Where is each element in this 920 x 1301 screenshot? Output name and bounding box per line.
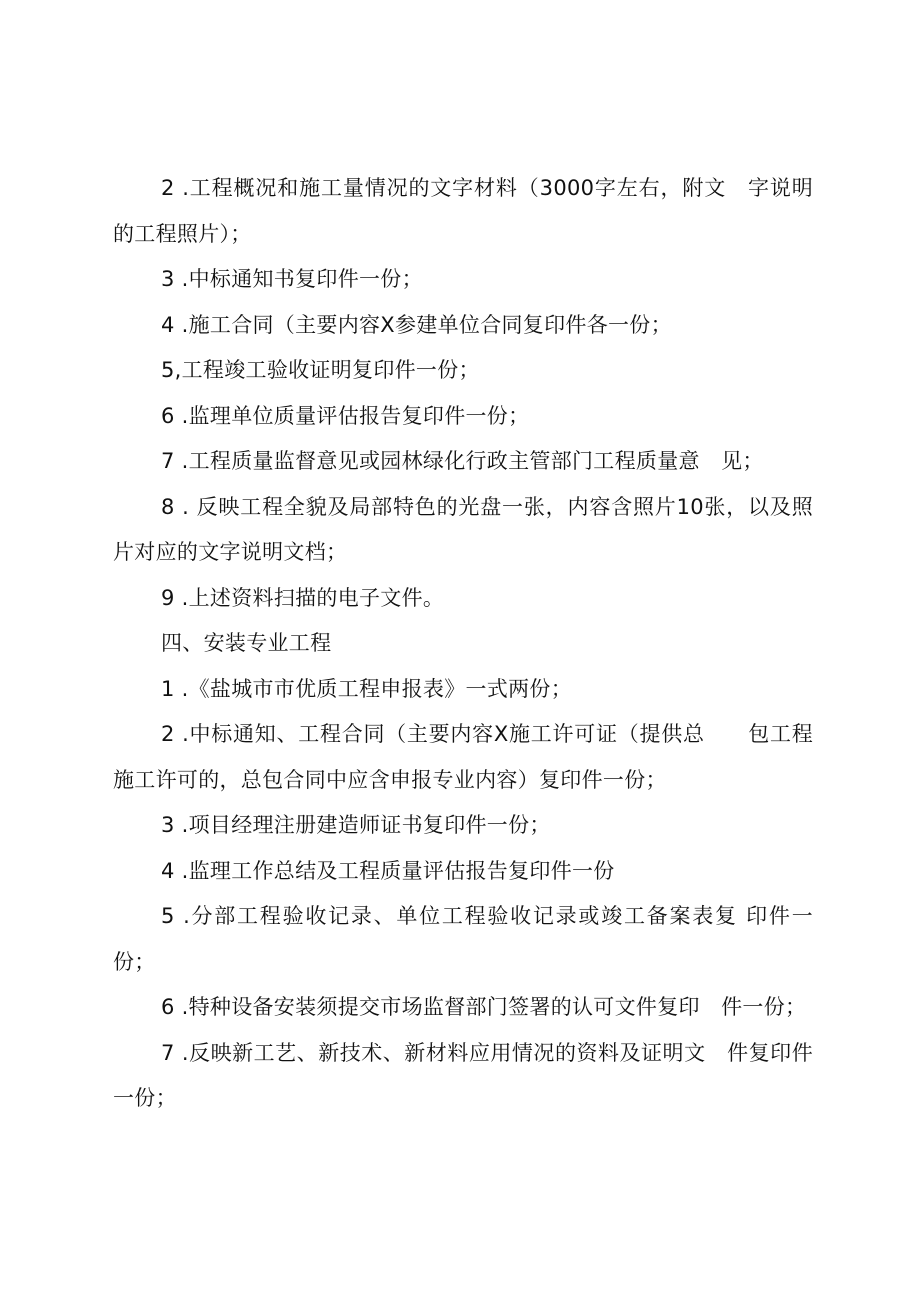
paragraph-item-2-materials: 2 .工程概况和施工量情况的文字材料（3000字左右，附文 字说明的工程照片）； — [113, 176, 813, 246]
paragraph-item-7-quality-opinion: 7 .工程质量监督意见或园林绿化行政主管部门工程质量意 见； — [161, 449, 764, 473]
paragraph-item-3-award-notice: 3 .中标通知书复印件一份； — [161, 267, 423, 291]
paragraph-item-4-contract: 4 .施工合同（主要内容X参建单位合同复印件各一份； — [161, 312, 672, 337]
paragraph-install-5-records: 5 .分部工程验收记录、单位工程验收记录或竣工备案表复 印件一份； — [113, 904, 813, 974]
paragraph-item-6-supervision-report: 6 .监理单位质量评估报告复印件一份； — [161, 403, 530, 428]
paragraph-item-5-acceptance: 5,工程竣工验收证明复印件一份； — [161, 358, 480, 382]
paragraph-install-7-new-tech: 7 .反映新工艺、新技术、新材料应用情况的资料及证明文 件复印件一份； — [113, 1040, 813, 1110]
paragraph-install-2-permit: 2 .中标通知、工程合同（主要内容X施工许可证（提供总 包工程施工许可的，总包合同中应含申报专业内容）复印件一份； — [113, 722, 813, 792]
paragraph-item-9-scans: 9 .上述资料扫描的电子文件。 — [161, 585, 445, 610]
paragraph-install-4-summary: 4 .监理工作总结及工程质量评估报告复印件一份 — [161, 858, 615, 883]
paragraph-item-8-disc: 8 . 反映工程全貌及局部特色的光盘一张，内容含照片10张，以及照片对应的文字说明文档； — [113, 494, 813, 564]
paragraph-install-3-certificate: 3 .项目经理注册建造师证书复印件一份； — [161, 813, 551, 837]
paragraph-install-1-form: 1 .《盐城市市优质工程申报表》一式两份； — [161, 676, 573, 701]
document-body — [113, 166, 813, 1122]
paragraph-install-6-special-equipment: 6 .特种设备安装须提交市场监督部门签署的认可文件复印 件一份； — [161, 995, 807, 1019]
section-heading-installation: 四、安装专业工程 — [161, 631, 332, 655]
